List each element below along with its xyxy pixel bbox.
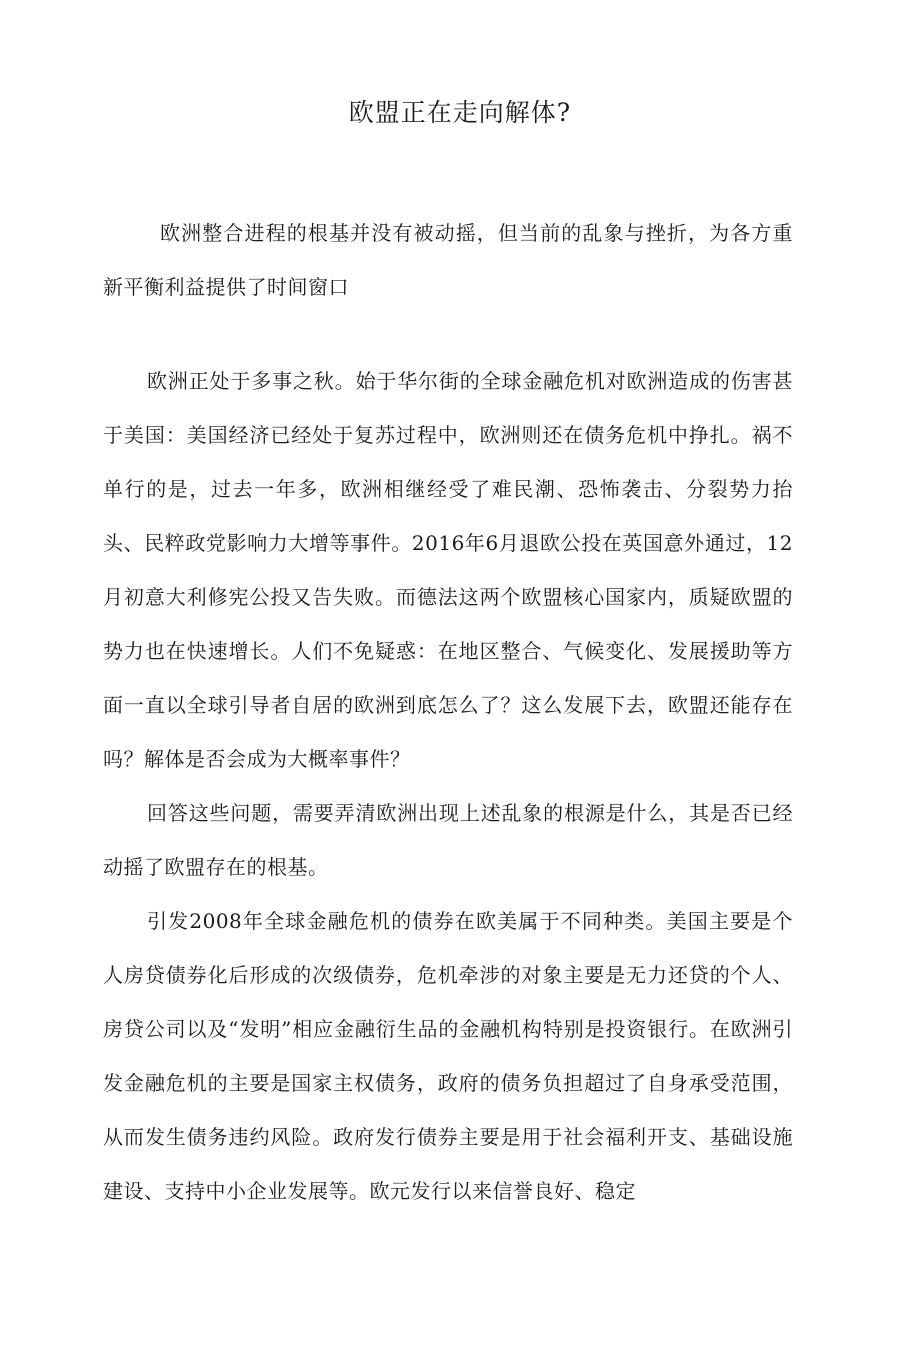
paragraph-1: 欧洲正处于多事之秋。始于华尔街的全球金融危机对欧洲造成的伤害甚于美国：美国经济已经处于复苏过程中，欧洲则还在债务危机中挣扎。祸不单行的是，过去一年多，欧洲相继经受了难民潮、恐怖袭击、分裂势力抬头、民粹政党影响力大增等事件。2016年6月退欧公投在英国意外通过，12月初意大利修宪公投又告失败。而德法这两个欧盟核心国家内，质疑欧盟的势力也在快速增长。人们不免疑惑：在地区整合、气候变化、发展援助等方面一直以全球引导者自居的欧洲到底怎么了？这么发展下去，欧盟还能存在吗？解体是否会成为大概率事件？ bbox=[103, 369, 793, 771]
paragraph-2: 回答这些问题，需要弄清欧洲出现上述乱象的根源是什么，其是否已经动摇了欧盟存在的根基。 bbox=[103, 801, 793, 879]
document-subtitle: 欧洲整合进程的根基并没有被动摇，但当前的乱象与挫折，为各方重新平衡利益提供了时间窗口 bbox=[103, 221, 793, 299]
document-body bbox=[103, 354, 793, 1218]
document-title: 欧盟正在走向解体? bbox=[348, 98, 572, 127]
paragraph-3: 引发2008年全球金融危机的债券在欧美属于不同种类。美国主要是个人房贷债券化后形成的次级债券，危机牵涉的对象主要是无力还贷的个人、房贷公司以及“发明”相应金融衍生品的金融机构特别是投资银行。在欧洲引发金融危机的主要是国家主权债务，政府的债务负担超过了自身承受范围，从而发生债务违约风险。政府发行债券主要是用于社会福利开支、基础设施建设、支持中小企业发展等。欧元发行以来信誉良好、稳定 bbox=[103, 909, 793, 1203]
